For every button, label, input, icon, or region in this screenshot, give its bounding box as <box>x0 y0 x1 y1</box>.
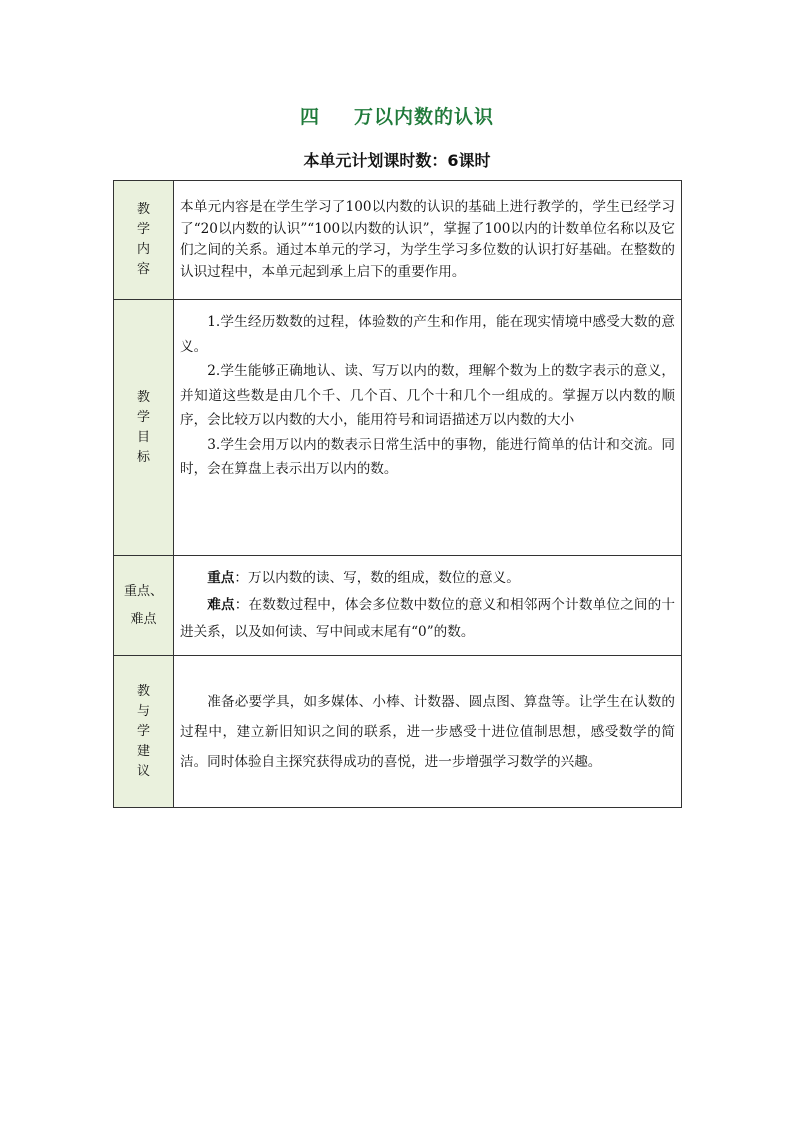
difficulty-label: 难点 <box>207 597 235 613</box>
key-point <box>180 565 675 592</box>
unit-name: 万以内数的认识 <box>354 106 495 128</box>
unit-number: 四 <box>299 106 320 128</box>
row-teaching-suggestions <box>114 656 682 808</box>
teaching-content-text: 本单元内容是在学生学习了100以内数的认识的基础上进行教学的，学生已经学习了“20以内数的认识”“100以内数的认识”，掌握了100以内的计数单位名称以及它们之间的关系。通过本单元的学习，为学生学习多位数的认识打好基础。在整数的认识过程中，本单元起到承上启下的重要作用。 <box>180 199 675 280</box>
suggestions-text: 准备必要学具，如多媒体、小棒、计数器、圆点图、算盘等。让学生在认数的过程中，建立新旧知识之间的联系，进一步感受十进位值制思想，感受数学的简洁。同时体验自主探究获得成功的喜悦，进一步增强学习数学的兴趣。 <box>180 693 675 770</box>
row-teaching-goals <box>114 300 682 556</box>
key-point-label: 重点 <box>207 570 235 586</box>
key-point-text: ：万以内数的读、写，数的组成，数位的意义。 <box>234 570 520 586</box>
label-teaching-content: 教学内容 <box>114 181 174 300</box>
teaching-content <box>174 181 682 300</box>
planned-hours: 本单元计划课时数：6课时 <box>303 151 491 170</box>
row-teaching-content <box>114 181 682 300</box>
difficulty-text: ：在数数过程中，体会多位数中数位的意义和相邻两个计数单位之间的十进关系，以及如何读、写中间或末尾有“0”的数。 <box>180 597 676 640</box>
teaching-suggestions <box>174 656 682 808</box>
label-teaching-goals: 教学目标 <box>114 300 174 556</box>
unit-title <box>0 102 794 129</box>
difficulty <box>180 592 675 646</box>
row-key-difficulty <box>114 556 682 656</box>
goal-3: 3.学生会用万以内的数表示日常生活中的事物，能进行简单的估计和交流。同时，会在算盘上表示出万以内的数。 <box>180 436 675 477</box>
goal-2: 2.学生能够正确地认、读、写万以内的数，理解个数为上的数字表示的意义，并知道这些数是由几个千、几个百、几个十和几个一组成的。掌握万以内数的顺序，会比较万以内数的大小，能用符号和词语描述万以内数的大小 <box>180 363 675 428</box>
goal-1: 1.学生经历数数的过程，体验数的产生和作用，能在现实情境中感受大数的意义。 <box>180 314 675 355</box>
key-difficulty <box>174 556 682 656</box>
teaching-goals <box>174 300 682 556</box>
label-key-difficulty: 重点、难点 <box>114 556 174 656</box>
unit-plan-table <box>113 180 682 808</box>
label-teaching-suggestions: 教与学建议 <box>114 656 174 808</box>
